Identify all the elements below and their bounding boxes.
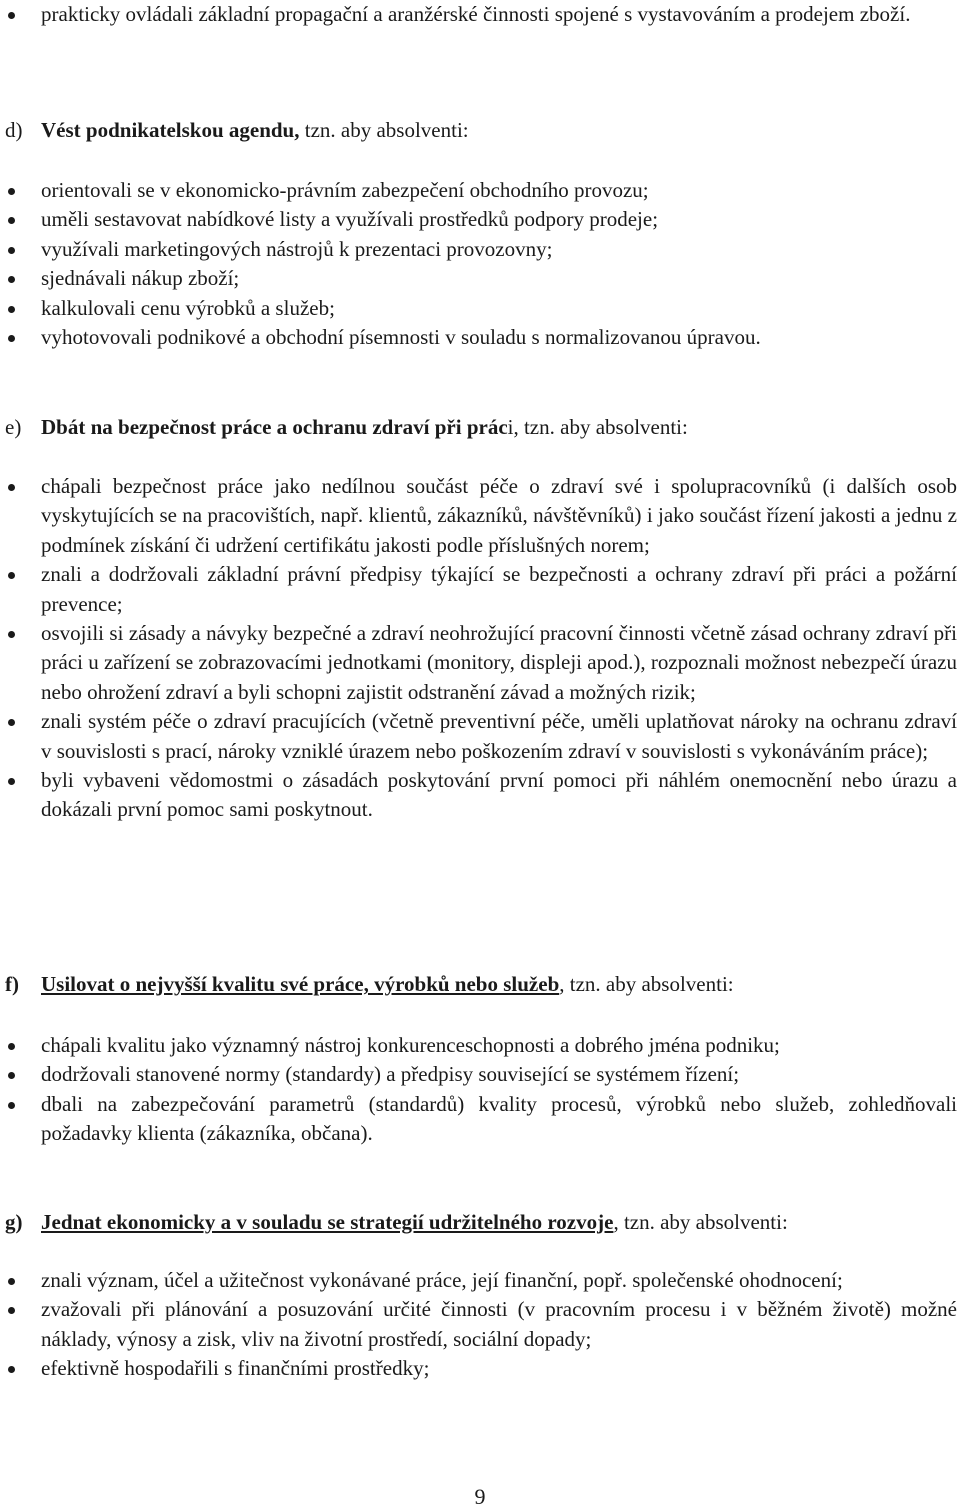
section-title: Dbát na bezpečnost práce a ochranu zdraví při prác — [41, 415, 508, 439]
section-f-list — [0, 1031, 960, 1149]
section-g-list — [0, 1266, 960, 1384]
list-item: dbali na zabezpečování parametrů (standardů) kvality procesů, výrobků nebo služeb, zohledňovali požadavky klienta (zákazníka, občana). — [0, 1090, 960, 1149]
list-item: kalkulovali cenu výrobků a služeb; — [0, 294, 960, 323]
section-title: Jednat ekonomicky a v souladu se strategií udržitelného rozvoje — [41, 1210, 614, 1234]
list-item: využívali marketingových nástrojů k prezentaci provozovny; — [0, 235, 960, 264]
list-item: znali systém péče o zdraví pracujících (včetně preventivní péče, uměli uplatňovat nároky na ochranu zdraví v souvislosti s prací, nároky vzniklé úrazem nebo poškozením zdraví v souvislosti s vykonáváním práce); — [0, 707, 960, 766]
section-suffix: , tzn. aby absolventi: — [559, 972, 734, 996]
section-letter: d) — [5, 118, 23, 142]
section-suffix: i, tzn. aby absolventi: — [507, 415, 688, 439]
list-item: chápali kvalitu jako významný nástroj konkurenceschopnosti a dobrého jména podniku; — [0, 1031, 960, 1060]
list-item: sjednávali nákup zboží; — [0, 264, 960, 293]
list-item: znali význam, účel a užitečnost vykonávané práce, její finanční, popř. společenské ohodnocení; — [0, 1266, 960, 1295]
section-letter: e) — [5, 415, 22, 439]
list-item: dodržovali stanovené normy (standardy) a předpisy související se systémem řízení; — [0, 1060, 960, 1089]
list-item: efektivně hospodařili s finančními prostředky; — [0, 1354, 960, 1383]
section-letter: g) — [5, 1210, 23, 1234]
section-e-list — [0, 472, 960, 825]
section-suffix: tzn. aby absolventi: — [299, 118, 469, 142]
list-item: orientovali se v ekonomicko-právním zabezpečení obchodního provozu; — [0, 176, 960, 205]
section-heading-e — [5, 413, 955, 442]
section-title: Vést podnikatelskou agendu, — [41, 118, 300, 142]
list-item: byli vybaveni vědomostmi o zásadách poskytování první pomoci při náhlém onemocnění nebo úrazu a dokázali první pomoc sami poskytnout. — [0, 766, 960, 825]
list-item: zvažovali při plánování a posuzování určité činnosti (v pracovním procesu i v běžném životě) možné náklady, výnosy a zisk, vliv na životní prostředí, sociální dopady; — [0, 1295, 960, 1354]
list-item: prakticky ovládali základní propagační a aranžérské činnosti spojené s vystavováním a prodejem zboží. — [0, 0, 960, 29]
section-title: Usilovat o nejvyšší kvalitu své práce, výrobků nebo služeb — [41, 972, 560, 996]
section-heading-g — [5, 1208, 955, 1237]
list-item: chápali bezpečnost práce jako nedílnou součást péče o zdraví své i spolupracovníků (i dalších osob vyskytujících se na pracovištích, např. klientů, zákazníků, návštěvníků) i jako součást řízení jakosti a jednu z podmínek získání či udržení certifikátu jakosti podle příslušných norem; — [0, 472, 960, 560]
section-d-list — [0, 176, 960, 352]
page-number: 9 — [474, 1484, 486, 1509]
section-heading-f — [5, 970, 955, 999]
list-item: vyhotovovali podnikové a obchodní písemnosti v souladu s normalizovanou úpravou. — [0, 323, 960, 352]
list-item: uměli sestavovat nabídkové listy a využívali prostředků podpory prodeje; — [0, 205, 960, 234]
list-item: znali a dodržovali základní právní předpisy týkající se bezpečnosti a ochrany zdraví při práci a požární prevence; — [0, 560, 960, 619]
section-suffix: , tzn. aby absolventi: — [613, 1210, 788, 1234]
list-item: osvojili si zásady a návyky bezpečné a zdraví neohrožující pracovní činnosti včetně zásad ochrany zdraví při práci u zařízení se zobrazovacími jednotkami (monitory, displeji apod.), rozpoznali možnost nebezpečí úrazu nebo ohrožení zdraví a byli schopni zajistit odstranění závad a možných rizik; — [0, 619, 960, 707]
intro-list — [0, 0, 960, 29]
section-heading-d — [5, 116, 955, 145]
section-letter: f) — [5, 972, 19, 996]
